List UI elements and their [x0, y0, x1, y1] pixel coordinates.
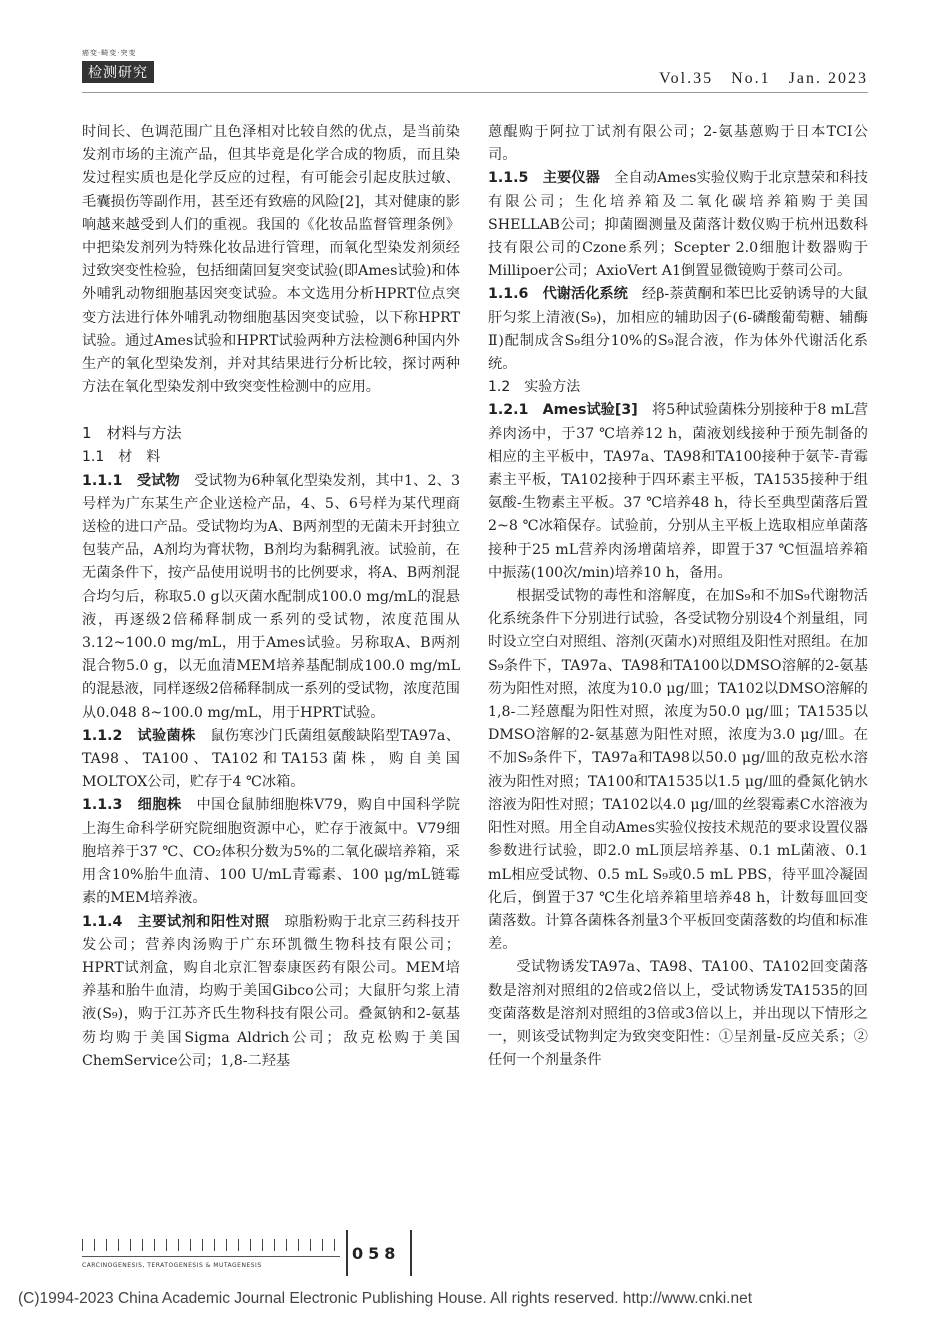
section-heading: 1 材料与方法	[82, 424, 182, 443]
footer-rule-left	[82, 1256, 340, 1257]
headed-paragraph	[82, 794, 460, 910]
body-paragraph: 蒽醌购于阿拉丁试剂有限公司；2-氨基蒽购于日本TCI公司。	[488, 124, 868, 164]
headed-paragraph	[488, 283, 868, 376]
paragraph-heading: 1.1.5 主要仪器	[488, 170, 600, 187]
paragraph-heading: 1.2.1 Ames试验[3]	[488, 402, 638, 419]
paragraph-text: 受试物为6种氧化型染发剂，其中1、2、3号样为广东某生产企业送检产品，4、5、6号样为某代理商送检的进口产品。受试物均为A、B两剂型的无菌未开封独立包装产品，A剂均为膏状物，B剂均为黏稠乳液。试验前，在无菌条件下，按产品使用说明书的比例要求，将A、B两剂混合均匀后，称取5.0 g以灭菌水配制成100.0 mg/mL的混悬液，再逐级2倍稀释制成一系列的受试物，浓度范围从3.12~100.0 mg/mL，用于Ames试验。另称取A、B两剂混合物5.0 g，以无血清MEM培养基配制成100.0 mg/mL的混悬液，同样逐级2倍稀释制成一系列的受试物，浓度范围从0.048 8~100.0 mg/mL，用于HPRT试验。	[82, 472, 460, 721]
right-column	[488, 121, 868, 1072]
journal-name-en: CARCINOGENESIS, TERATOGENESIS & MUTAGENESIS	[82, 1262, 262, 1269]
body-paragraph: 根据受试物的毒性和溶解度，在加S₉和不加S₉代谢物活化系统条件下分别进行试验，各受试物分别设4个剂量组，同时设立空白对照组、溶剂(灭菌水)对照组及阳性对照组。在加S₉条件下，TA97a、TA98和TA100以DMSO溶解的2-氨基芴为阳性对照，浓度为10.0 μg/皿；TA102以DMSO溶解的1,8-二羟蒽醌为阳性对照，浓度为50.0 μg/皿；TA1535以DMSO溶解的2-氨基蒽为阳性对照，浓度为3.0 μg/皿。在不加S₉条件下，TA97a和TA98以50.0 μg/皿的敌克松水溶液为阳性对照；TA100和TA1535以1.5 μg/皿的叠氮化钠水溶液为阳性对照；TA102以4.0 μg/皿的丝裂霉素C水溶液为阳性对照。用全自动Ames实验仪按技术规范的要求设置仪器参数进行试验，即2.0 mL顶层培养基、0.1 mL菌液、0.1 mL相应受试物、0.5 mL S₉或0.5 mL PBS，待平皿冷凝固化后，倒置于37 ℃生化培养箱里培养48 h，计数每皿回变菌落数。计算各菌株各剂量3个平板回变菌落数的均值和标准差。	[488, 588, 868, 953]
copyright-line: (C)1994-2023 China Academic Journal Electronic Publishing House. All rights reserved. http://www.cnki.net	[18, 1290, 753, 1307]
section-label: 检测研究	[82, 61, 154, 83]
subsection-heading: 1.1 材 料	[82, 449, 161, 466]
paragraph-text: 鼠伤寒沙门氏菌组氨酸缺陷型TA97a、TA98、TA100、TA102和TA153菌株，购自美国MOLTOX公司，贮存于4 ℃冰箱。	[82, 727, 460, 791]
headed-paragraph	[82, 470, 460, 725]
paragraph-heading: 1.1.6 代谢活化系统	[488, 286, 628, 303]
section-gap	[82, 399, 460, 421]
headed-paragraph	[488, 399, 868, 585]
footer-ticks	[82, 1236, 358, 1248]
volume-info: Vol.35 No.1 Jan. 2023	[659, 70, 868, 87]
body-paragraph: 受试物诱发TA97a、TA98、TA100、TA102回变菌落数是溶剂对照组的2倍或2倍以上，受试物诱发TA1535的回变菌落数是溶剂对照组的3倍或3倍以上，并出现以下情形之一，则该受试物判定为致突变阳性：①呈剂量-反应关系；②任何一个剂量条件	[488, 959, 868, 1069]
paragraph-heading: 1.1.2 试验菌株	[82, 727, 196, 744]
paragraph-text: 经β-萘黄酮和苯巴比妥钠诱导的大鼠肝匀浆上清液(S₉)，加相应的辅助因子(6-磷酸葡萄糖、辅酶Ⅱ)配制成含S₉组分10%的S₉混合液，作为体外代谢活化系统。	[488, 286, 868, 373]
header-rule	[82, 92, 868, 93]
paragraph-heading: 1.1.4 主要试剂和阳性对照	[82, 913, 270, 930]
headed-paragraph	[82, 911, 460, 1073]
subsection-heading: 1.2 实验方法	[488, 379, 581, 396]
paragraph-heading: 1.1.1 受试物	[82, 472, 180, 489]
journal-name-small: 癌变·畸变·突变	[82, 49, 137, 57]
paragraph-text: 琼脂粉购于北京三药科技开发公司；营养肉汤购于广东环凯微生物科技有限公司；HPRT试剂盒，购自北京汇智泰康医药有限公司。MEM培养基和胎牛血清，均购于美国Gibco公司；大鼠肝匀浆上清液(S₉)，购于江苏齐氏生物科技有限公司。叠氮钠和2-氨基芴均购于美国Sigma Aldrich公司；敌克松购于美国ChemService公司；1,8-二羟基	[82, 913, 460, 1069]
headed-paragraph	[82, 725, 460, 795]
body-paragraph: 时间长、色调范围广且色泽相对比较自然的优点，是当前染发剂市场的主流产品，但其毕竟是化学合成的物质，而且染发过程实质也是化学反应的过程，有可能会引起皮肤过敏、毛囊损伤等副作用，甚至还有致癌的风险[2]，其对健康的影响越来越受到人们的重视。我国的《化妆品监督管理条例》中把染发剂列为特殊化妆品进行管理，而氧化型染发剂须经过致突变性检验，包括细菌回复突变试验(即Ames试验)和体外哺乳动物细胞基因突变试验。本文选用分析HPRT位点突变方法进行体外哺乳动物细胞基因突变试验，以下称HPRT试验。通过Ames试验和HPRT试验两种方法检测6种国内外生产的氧化型染发剂，并对其结果进行分析比较，探讨两种方法在氧化型染发剂中致突变性检测中的应用。	[82, 124, 460, 396]
paragraph-text: 中国仓鼠肺细胞株V79，购自中国科学院上海生命科学研究院细胞资源中心，贮存于液氮中。V79细胞培养于37 ℃、CO₂体积分数为5%的二氧化碳培养箱，采用含10%胎牛血清、100 U/mL青霉素、100 μg/mL链霉素的MEM培养液。	[82, 797, 460, 907]
page-number: 058	[352, 1244, 401, 1263]
left-column	[82, 121, 460, 1073]
paragraph-text: 全自动Ames实验仪购于北京慧荣和科技有限公司；生化培养箱及二氧化碳培养箱购于美国SHELLAB公司；抑菌圈测量及菌落计数仪购于杭州迅数科技有限公司的Czone系列；Scepter 2.0细胞计数器购于Millipoer公司；AxioVert A1倒置显微镜购于蔡司公司。	[488, 170, 868, 280]
headed-paragraph	[488, 167, 868, 283]
paragraph-text: 将5种试验菌株分别接种于8 mL营养肉汤中，于37 ℃培养12 h，菌液划线接种于预先制备的相应的主平板中，TA97a、TA98和TA100接种于氨苄-青霉素主平板，TA102接种于四环素主平板，TA1535接种于组氨酸-生物素主平板。37 ℃培养48 h，待长至典型菌落后置2~8 ℃冰箱保存。试验前，分别从主平板上选取相应单菌落接种于25 mL营养肉汤增菌培养，即置于37 ℃恒温培养箱中振荡(100次/min)培养10 h，备用。	[488, 402, 868, 581]
paragraph-heading: 1.1.3 细胞株	[82, 797, 182, 814]
